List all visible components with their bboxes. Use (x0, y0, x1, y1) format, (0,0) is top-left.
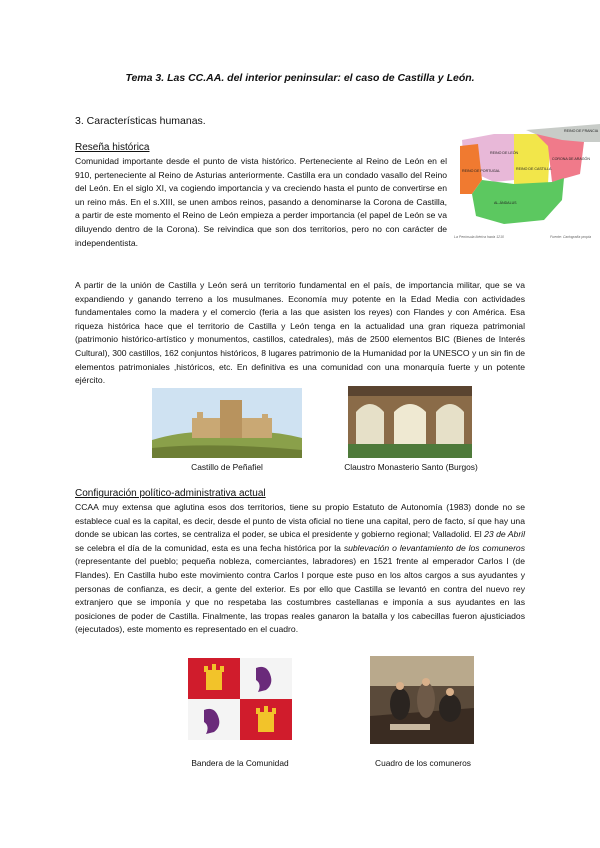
cuadro-caption: Cuadro de los comuneros (375, 758, 471, 768)
map-label: AL-ÁNDALUS (494, 201, 517, 205)
map-label: REINO DE PORTUGAL (462, 169, 501, 173)
claustro-caption: Claustro Monasterio Santo (Burgos) (344, 462, 478, 472)
castillo-photo (152, 388, 302, 458)
bandera-image (188, 658, 292, 740)
configuracion-paragraph: CCAA muy extensa que aglutina esos dos territorios, tiene su propio Estatuto de Autonomía (1983) donde no se establece cual es la capital, es decir, desde el punto de vista oficial no tiene una capital, pero de facto, sí que hay una donde se ubican las cortes, se centraliza el poder, se ubica el presidente y gobierno regional; Valladolid. El 23 de Abril se celebra el día de la comunidad, esta es una fecha histórica por la sublevación o levantamiento de los comuneros (representante del pueblo; pequeña nobleza, comerciantes, labradores) en 1521 frente al emperador Carlos I (de Flandes). En Castilla hubo este movimiento contra Carlos I porque este puso en los altos cargos a sus ayudantes y personas de confianza, es decir, a gente del exterior. Es por ello que Castilla se levantó en contra del nuevo rey extranjero que se imponía y que no respetaba las costumbres castellanas e imponía a sus ayudantes en las posiciones de poder de Castilla. Finalmente, las tropas reales ganaron la batalla y los cabecillas fueron ajusticiados (ejecutados), este momento es representado en el cuadro. (75, 502, 526, 635)
iberia-kingdoms-map (454, 120, 600, 240)
resena-heading: Reseña histórica (75, 142, 150, 153)
section-heading: 3. Características humanas. (75, 115, 206, 127)
resena-paragraph: Comunidad importante desde el punto de vista histórico. Perteneciente al Reino de León en el 910, perteneciente al Reino de Asturias anteriormente. Castilla era un condado vasallo del Reino del León. En el siglo XI, va cogiendo importancia y va creciendo hasta el punto de convertirse en un reino más. En el s.XIII, se unen ambos reinos, pasando a denominarse la Corona de Castilla, a partir de este momento el Reino de León empieza a perder importancia (el papel de León se va diluyendo dentro de la Corona). Se reivindica que son dos territorios, pero no con carácter de independentista. (75, 156, 447, 248)
map-credit-left: La Península Ibérica hacia 1210 (454, 235, 505, 239)
fecha-dia-comunidad: 23 de Abril (484, 529, 525, 540)
map-label: CORONA DE ARAGÓN (552, 157, 590, 161)
comuneros-emphasis: sublevación o levantamiento de los comuneros (343, 542, 526, 553)
cuadro-comuneros-image (370, 656, 474, 744)
map-label: REINO DE FRANCIA (564, 129, 599, 133)
map-label: REINO DE CASTILLA (516, 167, 552, 171)
configuracion-heading: Configuración político-administrativa actual (75, 488, 266, 499)
claustro-photo (348, 386, 472, 458)
map-label: REINO DE LEÓN (490, 151, 519, 155)
bandera-caption: Bandera de la Comunidad (191, 758, 289, 768)
castillo-caption: Castillo de Peñafiel (191, 462, 263, 472)
union-paragraph: A partir de la unión de Castilla y León será un territorio fundamental en el país, de importancia militar, que se va expandiendo y ganando terreno a los musulmanes. Economía muy potente en la Edad Media con actividades fundamentales como la madera y el comercio (feria a las que asisten los reyes) con Flandes y con América. Esa riqueza histórica hace que el territorio de Castilla y León tenga en la actualidad una gran riqueza patrimonial (patrimonio histórico-artístico y monumentos, castillos, catedrales), más de 2500 elementos BIC (Bienes de Interés Cultural), 300 castillos, 162 conjuntos históricos, 8 lugares patrimonio de la Humanidad por la UNESCO y un sin fin de elementos patrimoniales ,históricos, etc. En definitiva es una comunidad con una monarquía fuerte y un potente ejército. (75, 280, 525, 386)
map-credit-right: Fuente: Cartografía propia (550, 235, 592, 239)
document-title: Tema 3. Las CC.AA. del interior peninsular: el caso de Castilla y León. (125, 72, 475, 84)
